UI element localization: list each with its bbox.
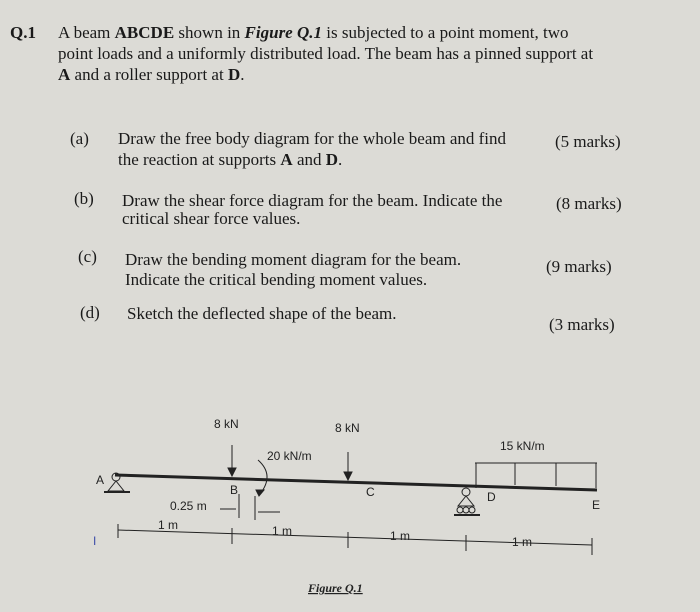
- beam: [115, 475, 597, 490]
- load-arrow-b: [228, 445, 236, 476]
- margin-mark: I: [93, 534, 97, 548]
- load-b-label: 8 kN: [214, 417, 239, 431]
- part-d-line-1: Sketch the deflected shape of the beam.: [127, 304, 397, 323]
- part-b-line-1: Draw the shear force diagram for the beam. Indicate the: [122, 191, 503, 210]
- udl-label: 15 kN/m: [500, 439, 545, 453]
- question-number: Q.1: [10, 23, 36, 42]
- part-c-line-1: Draw the bending moment diagram for the beam.: [125, 250, 462, 269]
- moment-label: 20 kN/m: [267, 449, 312, 463]
- part-a-line-2: the reaction at supports A and D.: [118, 150, 343, 169]
- part-c-marks: (9 marks): [546, 257, 612, 276]
- part-b-label: (b): [74, 189, 94, 208]
- point-e: E: [592, 498, 601, 512]
- part-a-marks: (5 marks): [555, 132, 621, 151]
- dim-cd: 1 m: [390, 529, 411, 543]
- intro-line-2: point loads and a uniformly distributed load. The beam has a pinned support at: [58, 44, 594, 63]
- moment-arrow: [258, 460, 267, 494]
- load-arrow-c: [344, 452, 352, 480]
- udl-arrows: [475, 463, 597, 488]
- point-b: B: [230, 483, 239, 497]
- point-d: D: [487, 490, 496, 504]
- part-b-line-2: critical shear force values.: [122, 209, 301, 228]
- part-c-label: (c): [78, 247, 97, 266]
- part-a-label: (a): [70, 129, 89, 148]
- part-a-line-1: Draw the free body diagram for the whole beam and find: [118, 129, 507, 148]
- intro-line-3: A and a roller support at D.: [58, 65, 245, 84]
- dim-bc: 1 m: [272, 524, 293, 538]
- part-d-marks: (3 marks): [549, 315, 615, 334]
- point-c: C: [366, 485, 375, 499]
- figure-caption: Figure Q.1: [308, 581, 363, 595]
- part-b-marks: (8 marks): [556, 194, 622, 213]
- intro-line-1: A beam ABCDE shown in Figure Q.1 is subjected to a point moment, two: [58, 23, 569, 42]
- part-d-label: (d): [80, 303, 100, 322]
- roller-support-d: [454, 488, 480, 515]
- load-c-label: 8 kN: [335, 421, 360, 435]
- part-c-line-2: Indicate the critical bending moment values.: [125, 270, 428, 289]
- dim-de: 1 m: [512, 535, 533, 549]
- point-a: A: [96, 473, 105, 487]
- offset-label: 0.25 m: [170, 499, 207, 513]
- dim-ab: 1 m: [158, 518, 179, 532]
